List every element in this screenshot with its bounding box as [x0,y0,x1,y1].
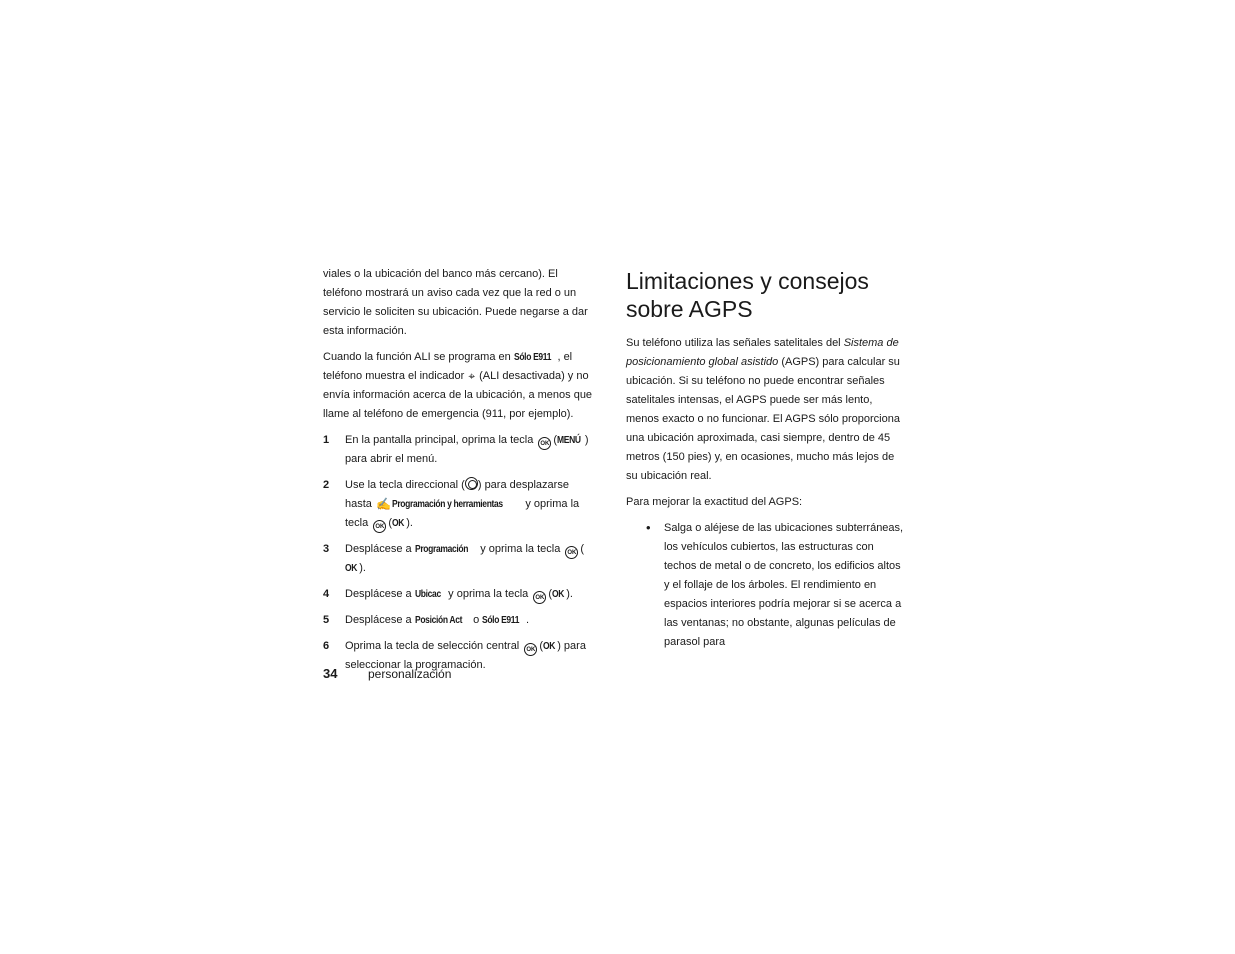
list-item: • Salga o aléjese de las ubicaciones subterráneas, los vehículos cubiertos, las estructuras con techos de metal o de concreto, los edificios altos y el follaje de los árboles. El rendimiento en espacios interiores podría mejorar si se acerca a las ventanas; no obstante, algunas películas de parasol para [646,520,904,648]
step-number: 6 [323,640,330,652]
step-number: 4 [323,588,330,600]
section-name: personalización [368,667,452,681]
step-4: 4 Desplácese a Ubicac y oprima la tecla OK (OK ). [323,585,598,604]
menu-item-programacion-herramientas: Programación y herramientas [391,499,503,510]
menu-item-posicion-act: Posición Act [414,615,462,626]
menu-item-ubicac: Ubicac [414,589,441,600]
ok-label: OK [552,589,565,600]
ali-off-indicator-icon: ⌖ [468,369,476,383]
page-footer [323,664,451,684]
ok-label: OK [345,563,358,574]
left-column [323,265,598,682]
ok-label: OK [391,518,405,529]
menu-item-solo-e911: Sólo E911 [482,615,520,626]
agps-paragraph: Su teléfono utiliza las señales satelitales del Sistema de posicionamiento global asistido (AGPS) para calcular su ubicación. Si su teléfono no puede encontrar señales satelitales intensas, el AGPS puede ser más lento, menos exacto o no funcionar. El AGPS sólo proporciona una ubicación aproximada, casi siempre, dentro de 45 metros (150 pies) y, en ocasiones, mucho más lejos de su ubicación real. [626,337,900,482]
step-number: 2 [323,479,330,491]
menu-item-solo-e911: Sólo E911 [513,352,551,363]
tools-icon: ✍ [375,497,391,511]
intro-paragraph: viales o la ubicación del banco más cercano). El teléfono mostrará un aviso cada vez que la red o un servicio le soliciten su ubicación. Puede negarse a dar esta información. [323,268,588,337]
ok-key-icon: OK [373,520,386,533]
menu-item-programacion: Programación [414,544,468,555]
ok-key-icon: OK [538,437,551,450]
section-heading: Limitaciones y consejos sobre AGPS [626,268,869,322]
nav-key-icon [465,477,478,490]
step-3: 3 Desplácese a Programación y oprima la tecla OK (OK ). [323,540,598,578]
ali-paragraph: Cuando la función ALI se programa en Sólo E911 , el teléfono muestra el indicador ⌖ (ALI desactivada) y no envía información acerca de la ubicación, a menos que llame al teléfono de emergencia (911, por ejemplo). [323,348,598,424]
bullet-icon: • [646,520,651,535]
right-column [626,265,906,652]
improve-intro: Para mejorar la exactitud del AGPS: [626,496,803,508]
step-6: 6 Oprima la tecla de selección central OK (OK ) para seleccionar la programación. [323,637,598,675]
step-number: 1 [323,434,330,446]
step-5: 5 Desplácese a Posición Act o Sólo E911 . [323,611,598,630]
step-1: 1 En la pantalla principal, oprima la tecla OK (MENÚ ) para abrir el menú. [323,431,598,469]
ok-key-icon: OK [565,546,578,559]
menu-label: MENÚ [557,435,581,446]
step-number: 5 [323,614,330,626]
step-number: 3 [323,543,330,555]
ok-key-icon: OK [524,643,537,656]
step-2: 2 Use la tecla direccional ( ) para desplazarse hasta ✍Programación y herramientas y oprima la tecla OK (OK ). [323,476,598,533]
ok-label: OK [542,641,556,652]
page-number: 34 [323,666,338,681]
ok-key-icon: OK [533,591,546,604]
